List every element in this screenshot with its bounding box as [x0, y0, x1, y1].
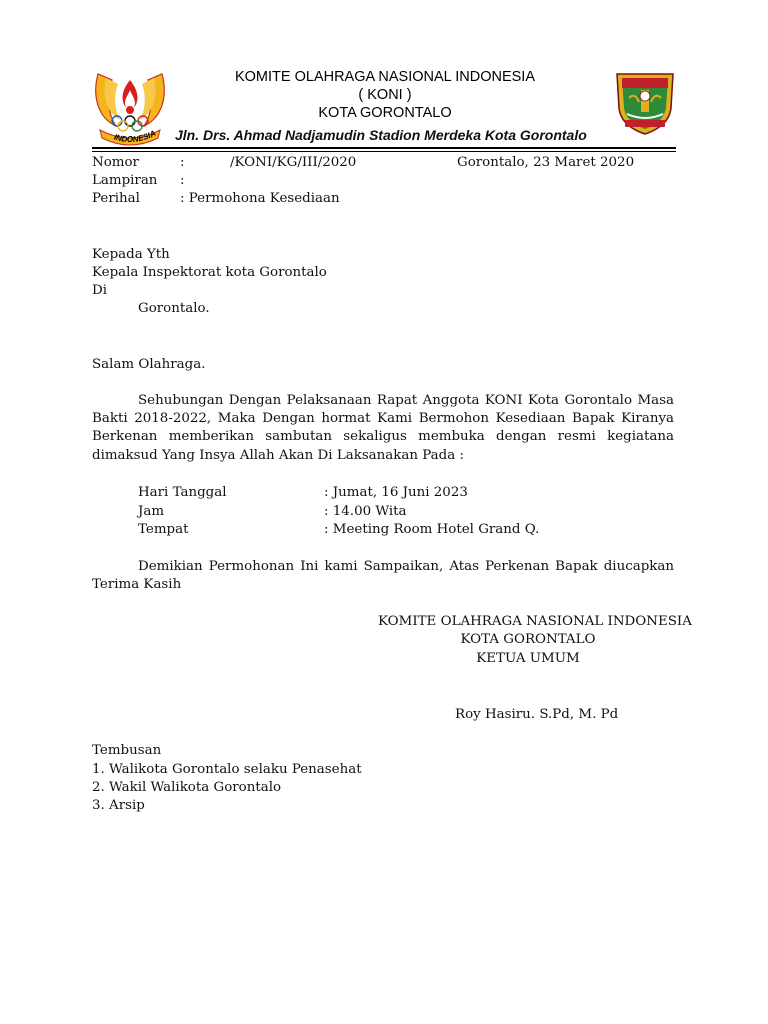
paragraph-2-closing: Terima Kasih [92, 577, 182, 592]
paragraph-1-first-line: Sehubungan Dengan Pelaksanaan Rapat Anggota KONI Kota Gorontalo Masa [138, 393, 674, 408]
letterhead-title [160, 68, 610, 122]
perihal-label: Perihal [92, 191, 140, 206]
cc-item: 2. Wakil Walikota Gorontalo [92, 780, 282, 795]
org-abbrev: ( KONI ) [358, 87, 412, 103]
schedule-label: Hari Tanggal [138, 485, 227, 500]
nomor-value: /KONI/KG/III/2020 [230, 155, 357, 170]
signature-role: KETUA UMUM [476, 651, 580, 666]
letterhead-address: Jln. Drs. Ahmad Nadjamudin Stadion Merdeka Kota Gorontalo [175, 127, 587, 143]
letterhead-rule [92, 147, 676, 149]
letter-date: Gorontalo, 23 Maret 2020 [457, 155, 635, 170]
logo-text: INDONESIA [112, 128, 158, 145]
org-name: KOMITE OLAHRAGA NASIONAL INDONESIA [234, 69, 535, 85]
recipient-line-2: Kepala Inspektorat kota Gorontalo [92, 265, 327, 280]
cc-item: 3. Arsip [92, 798, 145, 813]
paragraph-1-body: Bakti 2018-2022, Maka Dengan hormat Kami Bermohon Kesediaan Bapak Kiranya Berkenan memberikan sambutan sekaligus membuka dengan resmi kegiatana dimaksud Yang Insya Allah Akan Di Laksanakan Pada : [92, 411, 674, 463]
lampiran-sep: : [180, 173, 185, 188]
recipient-line-4: Gorontalo. [138, 301, 210, 316]
greeting: Salam Olahraga. [92, 357, 206, 372]
nomor-sep: : [180, 155, 185, 170]
signature-city: KOTA GORONTALO [460, 632, 596, 647]
koni-logo [90, 66, 170, 148]
schedule-value: : Meeting Room Hotel Grand Q. [324, 522, 540, 537]
perihal-value: : Permohona Kesediaan [180, 191, 340, 206]
letterhead-rule-thin [92, 151, 676, 152]
nomor-label: Nomor [92, 155, 139, 170]
cc-title: Tembusan [92, 743, 162, 758]
recipient-line-1: Kepada Yth [92, 247, 170, 262]
signatory-name: Roy Hasiru. S.Pd, M. Pd [455, 707, 619, 722]
schedule-value: : Jumat, 16 Juni 2023 [324, 485, 468, 500]
org-city: KOTA GORONTALO [318, 105, 452, 121]
kota-gorontalo-crest [613, 68, 677, 136]
cc-item: 1. Walikota Gorontalo selaku Penasehat [92, 762, 362, 777]
schedule-value: : 14.00 Wita [324, 503, 407, 519]
signature-org: KOMITE OLAHRAGA NASIONAL INDONESIA [378, 614, 692, 629]
schedule-label: Tempat [138, 522, 189, 537]
schedule-label: Jam [138, 503, 165, 519]
lampiran-label: Lampiran [92, 173, 158, 188]
recipient-line-3: Di [92, 283, 108, 298]
paragraph-2-first-line: Demikian Permohonan Ini kami Sampaikan, Atas Perkenan Bapak diucapkan [138, 559, 674, 574]
